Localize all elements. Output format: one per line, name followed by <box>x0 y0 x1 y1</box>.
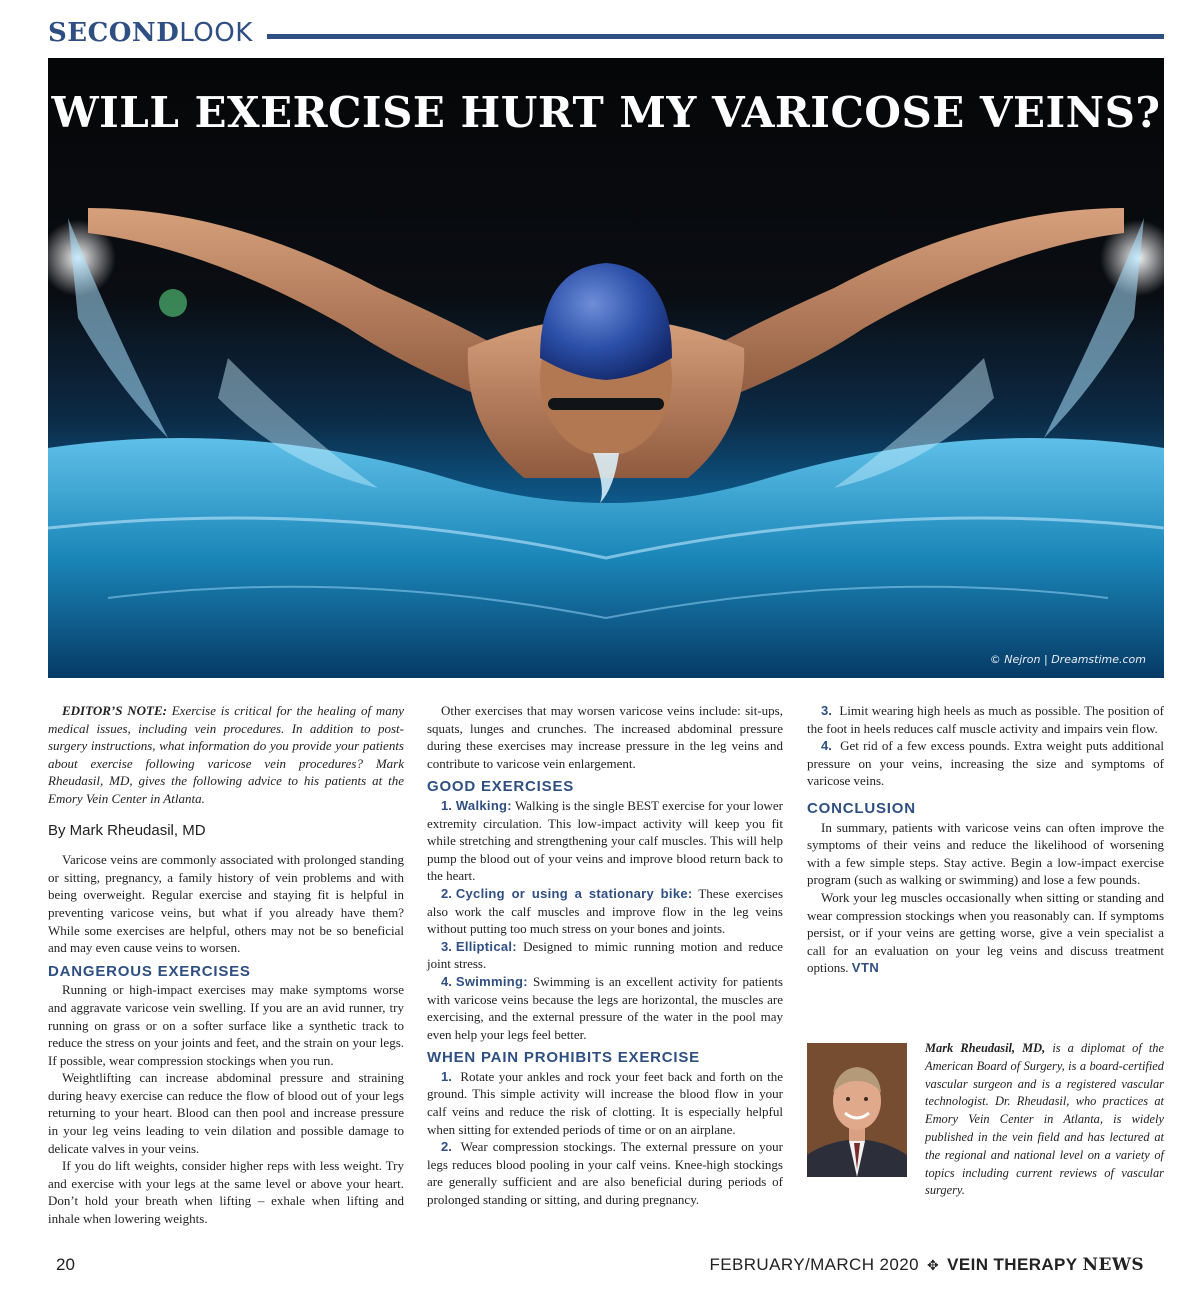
editors-note <box>48 702 404 808</box>
item-number: 4. <box>821 738 832 754</box>
page-number: 20 <box>56 1255 75 1274</box>
pain-item <box>807 702 1164 737</box>
column-1 <box>48 702 404 1228</box>
item-number: 4. <box>441 973 452 989</box>
good-exercises-heading: GOOD EXERCISES <box>427 778 575 796</box>
diamond-icon: ✥ <box>926 1256 940 1273</box>
brand-name-news: NEWS <box>1082 1255 1144 1275</box>
hero-image <box>48 58 1164 678</box>
column-2 <box>427 702 783 1209</box>
conclusion-heading: CONCLUSION <box>807 799 916 817</box>
dangerous-paragraph-2: Weightlifting can increase abdominal pressure and straining during heavy exercise can reduce the flow of blood out of your legs returning to your heart. Blood can then pool and increase pressure in your leg veins leading to vein dilation and possible damage to delicate valves in your veins. <box>48 1070 404 1156</box>
item-number: 3. <box>441 938 452 954</box>
header-rule <box>267 34 1164 39</box>
brand-name: VEIN THERAPY <box>947 1255 1078 1274</box>
dangerous-paragraph-1: Running or high-impact exercises may make symptoms worse and aggravate varicose vein swelling. If you are an avid runner, try running on grass or on a softer surface like a synthetic track to reduce the stress on your joints and feet, and the strain on your legs. If possible, wear compression stockings when you run. <box>48 982 404 1068</box>
author-photo <box>807 1043 907 1177</box>
section-header <box>48 16 1164 50</box>
item-text: Walking is the single BEST exercise for your lower extremity circulation. This low-impact activity will keep you fit while stretching and strengthening your calf muscles. This will help pump the blood out of your veins and improve blood return back to the heart. <box>427 797 783 884</box>
pain-item <box>807 737 1164 790</box>
item-text: Swimming is an excellent activity for patients with varicose veins because the legs are horizontal, the muscles are exercising, and the external pressure of the water in the pool may even help your legs feel better. <box>427 973 783 1042</box>
item-text: Rotate your ankles and rock your feet back and forth on the ground. This simple activity will increase the blood flow in your calf veins and reduce the risk of clotting. It is especially helpful when sitting for extended periods of time or on an airplane. <box>427 1068 783 1137</box>
dangerous-exercises-heading: DANGEROUS EXERCISES <box>48 962 251 980</box>
good-exercise-item <box>427 938 783 973</box>
editors-note-label: EDITOR’S NOTE: <box>62 703 167 718</box>
author-bio <box>925 1040 1164 1200</box>
intro-paragraph: Varicose veins are commonly associated with prolonged standing or sitting, pregnancy, a family history of vein problems and with being overweight. Regular exercise and staying fit is helpful in preventing varicose veins, but what if you already have them? While some exercises are helpful, others may not be so beneficial and may even cause veins to worsen. <box>48 852 404 956</box>
item-text: These exercises also work the calf muscles and improve flow in the leg veins without putting too much stress on your bones and joints. <box>427 885 784 937</box>
author-bio-text: is a diplomat of the American Board of Surgery, is a board-certified vascular surgeon and is a registered vascular technologist. Dr. Rheudasil, who practices at Emory Vein Center in Atlanta, is widely published in the vein field and has lectured at the regional and national level on a variety of topics including current reviews of vascular surgery. <box>925 1041 1164 1198</box>
item-title: Swimming: <box>455 973 528 989</box>
section-label-light: LOOK <box>179 18 253 48</box>
pain-item <box>427 1068 783 1138</box>
editors-note-text: Exercise is critical for the healing of many medical issues, including vein procedures. In addition to post-surgery instructions, what information do you provide your patients about exercise following varicose vein procedures? Mark Rheudasil, MD, gives the following advice to his patients at the Emory Vein Center in Atlanta. <box>48 703 404 806</box>
other-exercises-paragraph: Other exercises that may worsen varicose veins include: sit-ups, squats, lunges and crunches. The increased abdominal pressure during these exercises may increase pressure in the leg veins and contribute to varicose vein enlargement. <box>427 703 783 771</box>
item-text: Get rid of a few excess pounds. Extra weight puts additional pressure on your veins, increasing the size and symptoms of varicose veins. <box>807 738 1164 789</box>
end-mark: VTN <box>851 960 880 976</box>
dangerous-paragraph-3: If you do lift weights, consider higher reps with less weight. Try and exercise with your legs at the same level or above your heart. Don’t hold your breath when lifting – exhale when lifting and inhale when lowering weights. <box>48 1158 404 1227</box>
conclusion-paragraph-1: In summary, patients with varicose veins can often improve the symptoms of their veins and reduce the likelihood of worsening with a few simple steps. Stay active. Begin a low-impact exercise program (such as walking or swimming) and lose a few pounds. <box>807 819 1164 888</box>
author-bio-box <box>807 1040 1164 1200</box>
author-name: Mark Rheudasil, MD, <box>925 1041 1046 1055</box>
item-title: Walking: <box>455 797 512 813</box>
good-exercise-item <box>427 973 783 1043</box>
item-number: 2. <box>441 1139 452 1155</box>
item-title: Elliptical: <box>455 938 517 954</box>
photo-credit: © Nejron | Dreamstime.com <box>989 653 1146 666</box>
section-label-bold: SECOND <box>48 18 180 48</box>
good-exercise-item <box>427 885 783 938</box>
byline: By Mark Rheudasil, MD <box>48 821 206 839</box>
pain-prohibits-heading: WHEN PAIN PROHIBITS EXERCISE <box>427 1049 700 1067</box>
conclusion-text: Work your leg muscles occasionally when sitting or standing and wear compression stockings when you reasonably can. If symptoms persist, or if your veins are getting worse, give a vein specialist a call for an evaluation on your leg veins and discuss treatment options. <box>807 889 1164 976</box>
swimmer-illustration <box>48 58 1164 678</box>
item-number: 1. <box>441 1068 452 1084</box>
item-title: Cycling or using a stationary bike: <box>455 885 693 901</box>
issue-info <box>709 1255 1144 1275</box>
page-footer <box>48 1255 1144 1279</box>
item-number: 1. <box>441 797 452 813</box>
item-number: 2. <box>441 885 452 901</box>
item-number: 3. <box>821 703 832 718</box>
column-3 <box>807 702 1164 977</box>
item-text: Wear compression stockings. The external pressure on your legs reduces blood pooling in your calf veins. Knee-high stockings are generally sufficient and are also beneficial during periods of prolonged standing or sitting, and during pregnancy. <box>427 1139 784 1208</box>
good-exercise-item <box>427 797 783 885</box>
author-portrait <box>807 1043 907 1177</box>
article-title: WILL EXERCISE HURT MY VARICOSE VEINS? <box>51 88 1161 137</box>
pain-item <box>427 1138 783 1208</box>
item-text: Limit wearing high heels as much as possible. The position of the foot in heels reduces calf muscle activity and impairs vein flow. <box>807 703 1164 736</box>
item-text: Designed to mimic running motion and reduce joint stress. <box>427 938 783 972</box>
issue-date: FEBRUARY/MARCH 2020 <box>709 1255 919 1274</box>
conclusion-paragraph-2 <box>807 889 1164 977</box>
